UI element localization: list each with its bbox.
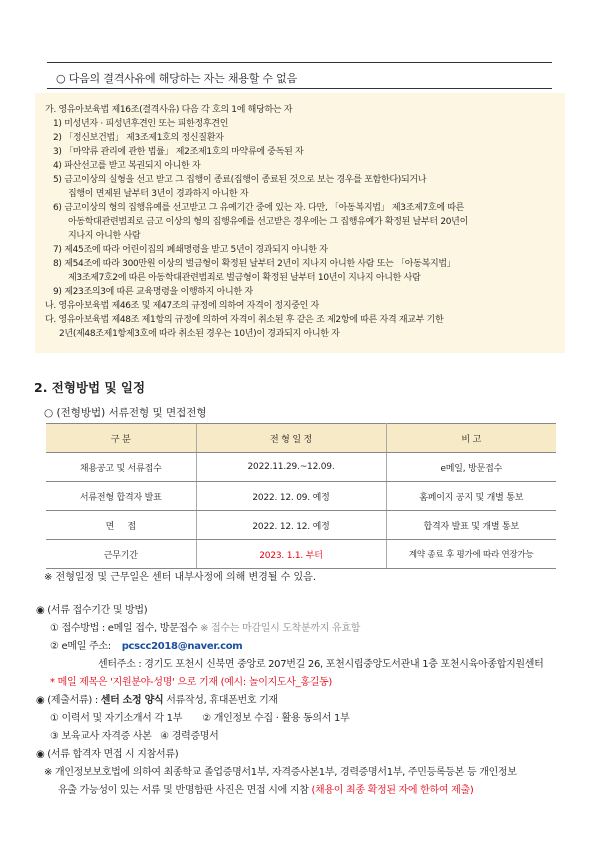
disq-line: 아동학대관련범죄로 금고 이상의 형의 집행유예를 선고받은 경우에는 그 집행유예가 확정된 날부터 20년이 [68, 217, 468, 227]
header-top-line [47, 62, 552, 63]
disq-line: 9) 제23조의3에 따른 교육명령을 이행하지 아니한 자 [53, 287, 253, 297]
table-row [46, 482, 556, 511]
section-title: 2. 전형방법 및 일정 [34, 380, 146, 395]
disq-line: 가. 영유아보육법 제16조(결격사유) 다음 각 호의 1에 해당하는 자 [45, 105, 293, 115]
application-title: ◉ (서류 접수기간 및 방법) [36, 605, 148, 616]
pass-docs-line2 [58, 781, 473, 796]
email-label: ② e메일 주소: [50, 641, 111, 652]
disq-line: 다. 영유아보육법 제48조 제1항의 규정에 의하여 자격이 취소된 후 같은 조 제2항에 따른 자격 재교부 기한 [45, 315, 444, 325]
disq-line: 제3조제7호2에 따른 아동학대관련범죄로 벌금형이 확정된 날부터 10년이 지나지 아니한 사람 [68, 273, 421, 283]
disq-line: 7) 제45조에 따라 어린이집의 폐쇄명령을 받고 5년이 경과되지 아니한 자 [53, 245, 328, 255]
pass-docs-line1: ※ 개인정보보호법에 의하여 최종학교 졸업증명서1부, 자격증사본1부, 경력증명서1부, 주민등록등본 등 개인정보 [44, 767, 517, 778]
disq-line: 3) 「마약류 관리에 관한 법률」 제2조제1호의 마약류에 중독된 자 [53, 147, 304, 157]
disq-line: 5) 금고이상의 실형을 선고 받고 그 집행이 종료(집행이 종료된 것으로 보는 경우를 포함한다)되거나 [53, 175, 427, 185]
disq-line: 2) 「정신보건법」 제3조제1호의 정신질환자 [53, 133, 224, 143]
submission-title [36, 691, 278, 706]
header-bottom-line [47, 88, 552, 89]
table-row [46, 453, 556, 482]
disq-line: 1) 미성년자 · 피성년후견인 또는 피한정후견인 [53, 119, 229, 129]
table-cell: 홈페이지 공지 및 개별 통보 [386, 482, 556, 511]
disqualification-box [35, 93, 565, 353]
table-cell: 2023. 1.1. 부터 [196, 540, 386, 569]
table-cell: 2022. 12. 09. 예정 [196, 482, 386, 511]
table-cell: 근무기간 [46, 540, 196, 569]
table-cell: 2022. 12. 12. 예정 [196, 511, 386, 540]
table-cell: 합격자 발표 및 개별 통보 [386, 511, 556, 540]
table-header-row [46, 424, 556, 453]
submission-docs-1: ① 이력서 및 자기소개서 각 1부 ② 개인정보 수집 · 활용 동의서 1부 [50, 713, 350, 724]
disq-line: 8) 제54조에 따라 300만원 이상의 벌금형이 확정된 날부터 2년이 지나지 아니한 사람 또는 「아동복지법」 [53, 259, 456, 269]
table-cell: 계약 종료 후 평가에 따라 연장가능 [386, 540, 556, 569]
submission-title-suffix: 서류작성, 휴대폰번호 기재 [163, 695, 278, 706]
disq-line: 4) 파산선고를 받고 복권되지 아니한 자 [53, 161, 201, 171]
table-cell: 2022.11.29.~12.09. [196, 453, 386, 482]
pass-docs-text: 유출 가능성이 있는 서류 및 반명함판 사진은 면접 시에 지참 [58, 785, 309, 796]
table-row [46, 540, 556, 569]
table-cell: 면 접 [46, 511, 196, 540]
table-cell: e메일, 방문접수 [386, 453, 556, 482]
disq-line: 집행이 면제된 날부터 3년이 경과하지 아니한 자 [68, 189, 249, 199]
application-method-note: ※ 접수는 마감일시 도착분까지 유효함 [200, 623, 361, 634]
application-method-label: ① 접수방법 : e메일 접수, 방문접수 [50, 623, 198, 634]
submission-docs-2: ③ 보육교사 자격증 사본 ④ 경력증명서 [50, 731, 219, 742]
method-line: ○ (전형방법) 서류전형 및 면접전형 [44, 407, 207, 419]
schedule-note: ※ 전형일정 및 근무일은 센터 내부사정에 의해 변경될 수 있음. [44, 572, 317, 583]
center-address: 센터주소 : 경기도 포천시 신북면 중앙로 207번길 26, 포천시립중앙도서관내 1층 포천시육아종합지원센터 [98, 659, 544, 670]
email-line [50, 637, 242, 652]
application-method [50, 619, 360, 634]
disq-line: 2년(제48조제1항제3호에 따라 취소된 경우는 10년)이 경과되지 아니한 자 [59, 329, 340, 339]
pass-docs-red-note: (채용이 최종 확정된 자에 한하여 제출) [308, 785, 474, 796]
disq-line: 지나지 아니한 사람 [68, 231, 141, 241]
schedule-table [46, 423, 556, 569]
table-row [46, 511, 556, 540]
table-header: 전 형 일 정 [196, 424, 386, 453]
table-cell: 채용공고 및 서류접수 [46, 453, 196, 482]
submission-form: 센터 소정 양식 [100, 695, 164, 706]
disqualification-header: ○ 다음의 결격사유에 해당하는 자는 채용할 수 없음 [56, 72, 297, 85]
table-header: 구 분 [46, 424, 196, 453]
email-link[interactable]: pcscc2018@naver.com [121, 641, 243, 652]
disq-line: 6) 금고이상의 형의 집행유예를 선고받고 그 유예기간 중에 있는 자. 다만, 「아동복지법」 제3조제7호에 따른 [53, 203, 465, 213]
mail-subject-rule: * 메일 제목은 '지원분야-성명' 으로 기재 (예시: 놀이지도사_홍길동) [50, 677, 333, 688]
disq-line: 나. 영유아보육법 제46조 및 제47조의 규정에 의하여 자격이 정지중인 자 [45, 301, 319, 311]
submission-title-prefix: ◉ (제출서류) : [36, 695, 101, 706]
table-header: 비 고 [386, 424, 556, 453]
table-cell: 서류전형 합격자 발표 [46, 482, 196, 511]
pass-docs-title: ◉ (서류 합격자 면접 시 지참서류) [36, 749, 179, 760]
